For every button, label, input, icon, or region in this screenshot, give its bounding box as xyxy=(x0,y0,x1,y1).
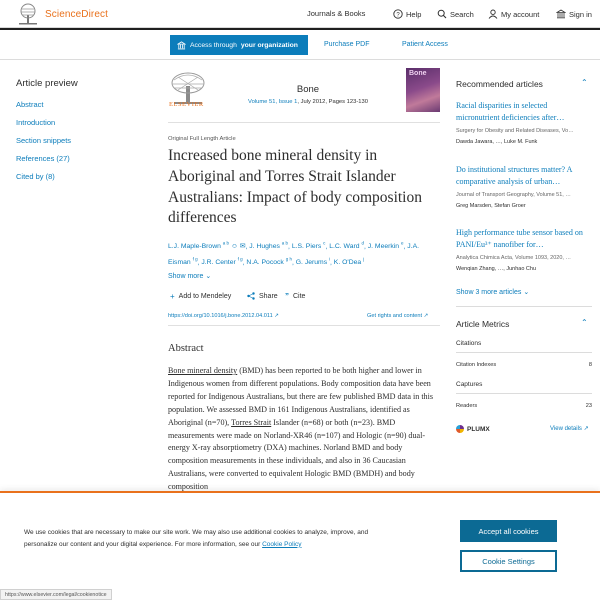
citation-indexes-label: Citation Indexes xyxy=(456,362,497,368)
author-name: L.S. Piers xyxy=(291,243,322,251)
recommended-article-authors: Wenqian Zhang, …, Junhao Chu xyxy=(456,266,537,272)
status-bar-url: https://www.elsevier.com/legal/cookienotice xyxy=(0,589,112,600)
author-link[interactable] xyxy=(168,243,245,250)
institution-icon xyxy=(556,9,566,19)
search-label: Search xyxy=(450,9,474,19)
journal-cover-image[interactable] xyxy=(406,68,440,112)
author-link[interactable] xyxy=(333,256,365,267)
access-prefix: Access through xyxy=(190,41,237,49)
author-name: G. Jerums xyxy=(295,259,328,267)
chevron-down-icon: ⌄ xyxy=(523,289,530,296)
journal-volume-info xyxy=(225,99,391,105)
cookie-text xyxy=(24,527,384,550)
nav-section-snippets-link[interactable]: Section snippets xyxy=(16,136,72,145)
volume-issue-link[interactable]: Volume 51, Issue 1 xyxy=(248,99,298,105)
recommended-article-source: Surgery for Obesity and Related Diseases, Vo… xyxy=(456,128,574,134)
author-affiliation: a b xyxy=(281,241,289,246)
divider xyxy=(168,122,440,123)
citation-indexes-value: 8 xyxy=(588,362,592,368)
plumx-label: PLUMX xyxy=(467,425,490,433)
doi-link[interactable] xyxy=(168,313,279,319)
divider xyxy=(456,352,592,353)
date-pages: , July 2012, Pages 123-130 xyxy=(297,99,368,105)
recommended-article-title[interactable]: High performance tube sensor based on PANI/Eu³⁺ nanofiber for… xyxy=(456,228,583,249)
share-button[interactable] xyxy=(247,292,278,300)
nav-cited-by-link[interactable]: Cited by (8) xyxy=(16,172,55,181)
article-title: Increased bone mineral density in Aboriginal and Torres Strait Islander Australians: Impact of body composition differences xyxy=(168,147,422,227)
abstract-text xyxy=(168,365,440,491)
author-name: J. Hughes xyxy=(249,243,280,251)
abstract-heading: Abstract xyxy=(168,343,204,354)
author-name: L.C. Ward xyxy=(329,243,360,251)
author-affiliation: f g xyxy=(237,256,243,262)
institution-icon xyxy=(177,41,186,50)
author-affiliation: j xyxy=(363,256,365,262)
plumx-icon xyxy=(456,425,464,433)
citations-label: Citations xyxy=(456,340,482,347)
access-bold: your organization xyxy=(240,41,298,49)
nav-introduction-link[interactable]: Introduction xyxy=(16,118,56,127)
chevron-up-icon[interactable]: ⌃ xyxy=(581,78,588,87)
my-account-label: My account xyxy=(501,9,540,19)
chevron-down-icon: ⌄ xyxy=(205,273,212,280)
sign-in-link[interactable] xyxy=(556,9,592,19)
bone-mineral-density-link[interactable]: Bone mineral density xyxy=(168,366,238,375)
sign-in-label: Sign in xyxy=(569,9,592,19)
nav-references-link[interactable]: References (27) xyxy=(16,154,70,163)
article-type: Original Full Length Article xyxy=(168,136,236,142)
author-link[interactable] xyxy=(249,243,288,250)
author-name: K. O'Dea xyxy=(333,259,362,267)
abstract-part-1: (BMD) has been reported to be both higher and lower in Indigenous women from different populations. Body composition data have been reported for Indigenous Australians, but there are few published BMD data in this population. We assessed BMD in 161 Indigenous Australians, identified as Aboriginal (n=70), xyxy=(168,366,434,427)
sciencedirect-logo[interactable] xyxy=(16,3,108,25)
divider xyxy=(456,306,592,307)
abstract-part-2: Islander (n=68) or both (n=23). BMD measurements were made on Norland-XR46 (n=107) and Hologic (n=90) dual-energy X-ray absorptiometry (DXA) machines. Norland BMD and body composition measurements in these individuals, and also in 36 Caucasian Australians, were converted to equivalent Hologic BMD (BMDH) and body composition xyxy=(168,417,426,491)
cookie-message: We use cookies that are necessary to make our site work. We may also use additional cookies to analyze, improve, and personalize our content and your digital experience. For more information, see our xyxy=(24,529,369,548)
article-metrics-heading: Article Metrics xyxy=(456,319,510,329)
patient-access-link[interactable]: Patient Access xyxy=(402,41,448,48)
plus-icon: + xyxy=(170,292,175,301)
show-more-articles-label: Show 3 more articles xyxy=(456,289,522,296)
svg-text:?: ? xyxy=(396,12,400,19)
author-affiliation: f g xyxy=(192,256,198,262)
readers-value: 23 xyxy=(585,403,592,409)
journals-books-link[interactable] xyxy=(307,9,365,18)
cover-title: Bone xyxy=(409,70,427,77)
author-affiliation: d xyxy=(361,241,364,246)
help-link[interactable] xyxy=(393,9,421,19)
cite-label: Cite xyxy=(293,293,306,300)
purchase-pdf-link[interactable]: Purchase PDF xyxy=(324,41,370,48)
accept-all-cookies-button[interactable]: Accept all cookies xyxy=(460,520,557,542)
recommended-article-source: Analytica Chimica Acta, Volume 1093, 2020, … xyxy=(456,255,571,261)
readers-label: Readers xyxy=(456,403,478,409)
recommended-article-source: Journal of Transport Geography, Volume 51, … xyxy=(456,192,571,198)
author-affiliation: e xyxy=(400,241,404,246)
help-label: Help xyxy=(406,9,422,19)
elsevier-tree-icon xyxy=(16,3,40,25)
brand-name: ScienceDirect xyxy=(45,8,108,20)
mendeley-label: Add to Mendeley xyxy=(178,293,232,300)
show-more-articles-button[interactable] xyxy=(456,288,529,296)
access-organization-button[interactable] xyxy=(170,35,308,55)
recommended-article-title[interactable]: Racial disparities in selected micronutrient deficiencies after… xyxy=(456,101,565,122)
share-icon xyxy=(247,292,255,300)
author-name: J.R. Center xyxy=(201,259,236,267)
article-preview-heading: Article preview xyxy=(16,78,78,89)
readers-row xyxy=(456,403,592,409)
recommended-article-authors: Greg Marsden, Stefan Groer xyxy=(456,203,526,209)
cookie-policy-link[interactable]: Cookie Policy xyxy=(262,540,302,548)
rights-text: Get rights and content xyxy=(367,313,423,319)
recommended-article-title[interactable]: Do institutional structures matter? A comparative analysis of urban… xyxy=(456,165,572,186)
help-icon xyxy=(393,9,403,19)
search-icon xyxy=(437,9,447,19)
plumx-logo xyxy=(456,425,490,433)
divider xyxy=(456,393,592,394)
author-link[interactable] xyxy=(246,256,292,267)
divider xyxy=(168,325,440,326)
author-name: L.J. Maple-Brown xyxy=(168,243,221,251)
add-to-mendeley-button[interactable] xyxy=(170,292,231,301)
nav-abstract-link[interactable]: Abstract xyxy=(16,100,44,109)
author-affiliation: c xyxy=(323,241,326,246)
view-details-link[interactable] xyxy=(550,425,589,432)
author-affiliation: g h xyxy=(285,256,292,262)
external-link-icon: ↗ xyxy=(423,313,429,319)
external-link-icon: ↗ xyxy=(274,313,279,319)
get-rights-link[interactable] xyxy=(367,313,428,319)
torres-strait-link[interactable]: Torres Strait xyxy=(231,417,272,427)
show-more-button[interactable] xyxy=(168,272,211,280)
author-name: J.A. Eisman xyxy=(168,243,419,267)
quote-icon: ” xyxy=(285,292,289,301)
citation-indexes-row xyxy=(456,362,592,368)
author-link[interactable] xyxy=(292,243,326,250)
journal-title[interactable]: Bone xyxy=(296,84,320,95)
author-link[interactable] xyxy=(201,256,243,267)
email-icon: ✉ xyxy=(239,243,246,251)
search-link[interactable] xyxy=(437,9,474,19)
external-link-icon: ↗ xyxy=(583,426,589,432)
person-icon: ☺ xyxy=(230,243,238,251)
show-more-label: Show more xyxy=(168,273,204,280)
author-link[interactable] xyxy=(368,243,404,250)
recommended-article-authors: Dawda Jawara, …, Luke M. Funk xyxy=(456,139,538,145)
my-account-link[interactable] xyxy=(488,9,539,19)
author-name: N.A. Pocock xyxy=(246,259,284,267)
share-label: Share xyxy=(259,292,278,300)
author-affiliation: a b xyxy=(222,241,230,246)
elsevier-wordmark: ELSEVIER xyxy=(169,101,204,108)
author-affiliation: i xyxy=(329,256,331,262)
view-details-label: View details xyxy=(550,426,582,432)
user-icon xyxy=(488,9,498,19)
journals-books-label: Journals & Books xyxy=(307,9,366,18)
author-name: J. Meerkin xyxy=(367,243,400,251)
author-link[interactable] xyxy=(329,243,364,250)
captures-label: Captures xyxy=(456,381,483,388)
doi-text: https://doi.org/10.1016/j.bone.2012.04.011 xyxy=(168,313,273,319)
author-list: L.J. Maple-Brown $^{a b}$ ☺ ✉, J. Hughes $^{a b}$, L.S. Piers $^c$, L.C. Ward $^d$, J. Meerkin $^e$, J.A. Eisman $^{f g}$, J.R. Center $^{f g}$, N.A. Pocock $^{g h}$, G. Jerums $^i$, K. O'Dea $^j$ xyxy=(168,241,419,267)
chevron-up-icon[interactable]: ⌃ xyxy=(581,318,588,327)
cite-button[interactable] xyxy=(285,292,305,301)
author-link[interactable] xyxy=(295,256,331,267)
cookie-settings-button[interactable]: Cookie Settings xyxy=(460,550,557,572)
recommended-articles-heading: Recommended articles xyxy=(456,79,543,89)
